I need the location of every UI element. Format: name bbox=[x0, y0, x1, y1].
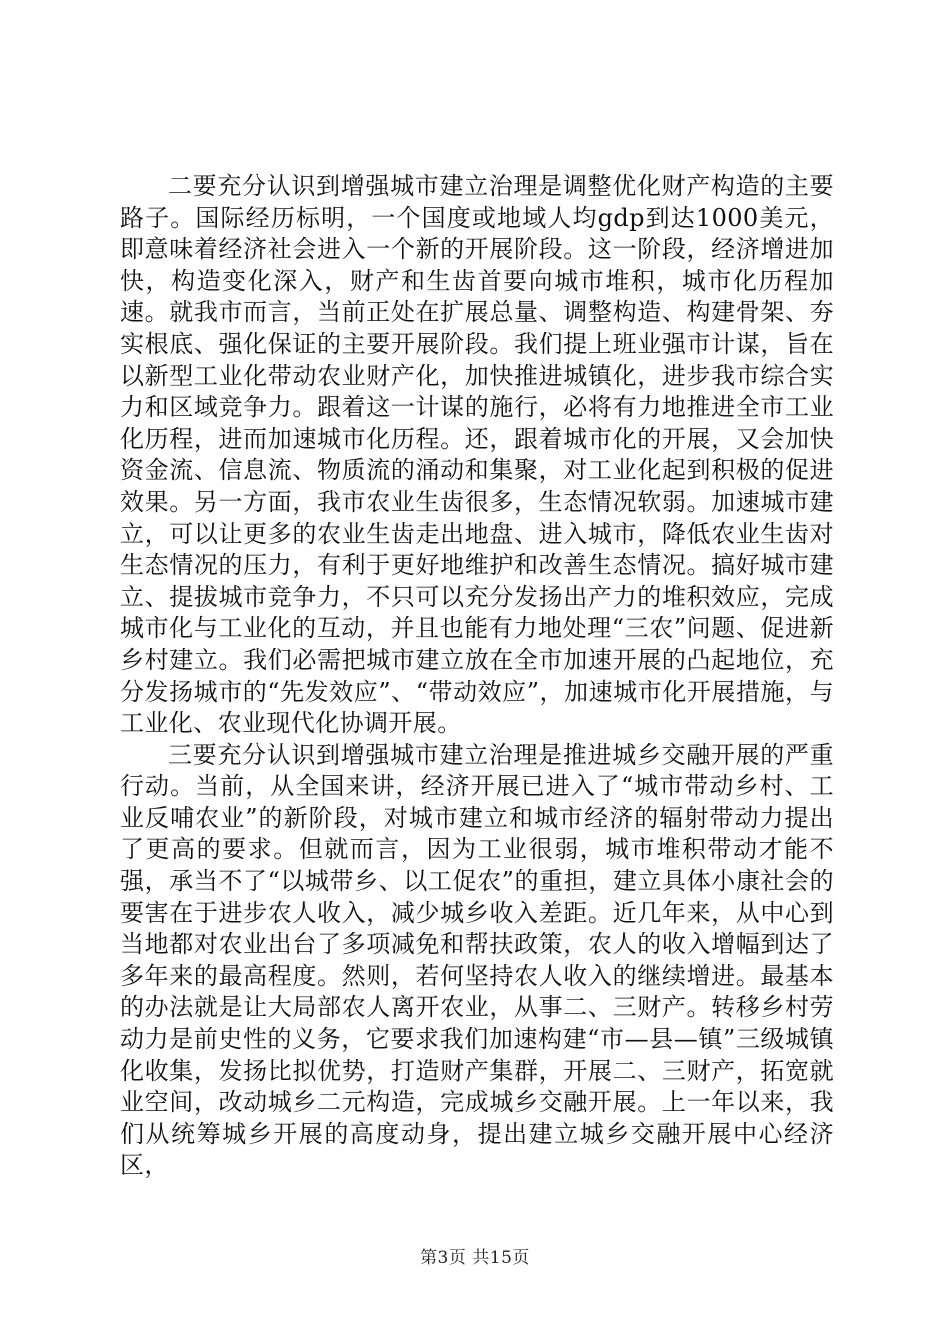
paragraph-urban-industrial-structure: 二要充分认识到增强城市建立治理是调整优化财产构造的主要路子。国际经历标明，一个国度或地域人均gdp到达1000美元，即意味着经济社会进入一个新的开展阶段。这一阶段，经济增进加快，构造变化深入，财产和生齿首要向城市堆积，城市化历程加速。就我市而言，当前正处在扩展总量、调整构造、构建骨架、夯实根底、强化保证的主要开展阶段。我们提上班业强市计谋，旨在以新型工业化带动农业财产化，加快推进城镇化，进步我市综合实力和区域竞争力。跟着这一计谋的施行，必将有力地推进全市工业化历程，进而加速城市化历程。还，跟着城市化的开展，又会加快资金流、信息流、物质流的涌动和集聚，对工业化起到积极的促进效果。另一方面，我市农业生齿很多，生态情况软弱。加速城市建立，可以让更多的农业生齿走出地盘、进入城市，降低农业生齿对生态情况的压力，有利于更好地维护和改善生态情况。搞好城市建立、提拔城市竞争力，不只可以充分发扬出产力的堆积效应，完成城市化与工业化的互动，并且也能有力地处理“三农”问题、促进新乡村建立。我们必需把城市建立放在全市加速开展的凸起地位，充分发扬城市的“先发效应”、“带动效应”，加速城市化开展措施，与工业化、农业现代化协调开展。 bbox=[120, 172, 834, 738]
page-footer: 第3页 共15页 bbox=[420, 1248, 530, 1268]
document-body bbox=[120, 171, 834, 1182]
paragraph-urban-rural-integration: 三要充分认识到增强城市建立治理是推进城乡交融开展的严重行动。当前，从全国来讲，经济开展已进入了“城市带动乡村、工业反哺农业”的新阶段，对城市建立和城市经济的辐射带动力提出了更高的要求。但就而言，因为工业很弱，城市堆积带动才能不强，承当不了“以城带乡、以工促农”的重担，建立具体小康社会的要害在于进步农人收入，减少城乡收入差距。近几年来，从中心到当地都对农业出台了多项减免和帮扶政策，农人的收入增幅到达了多年来的最高程度。然则，若何坚持农人收入的继续增进。最基本的办法就是让大局部农人离开农业，从事二、三财产。转移乡村劳动力是前史性的义务，它要求我们加速构建“市—县—镇”三级城镇化收集，发扬比拟优势，打造财产集群，开展二、三财产，拓宽就业空间，改动城乡二元构造，完成城乡交融开展。上一年以来，我们从统筹城乡开展的高度动身，提出建立城乡交融开展中心经济区， bbox=[120, 740, 834, 1180]
